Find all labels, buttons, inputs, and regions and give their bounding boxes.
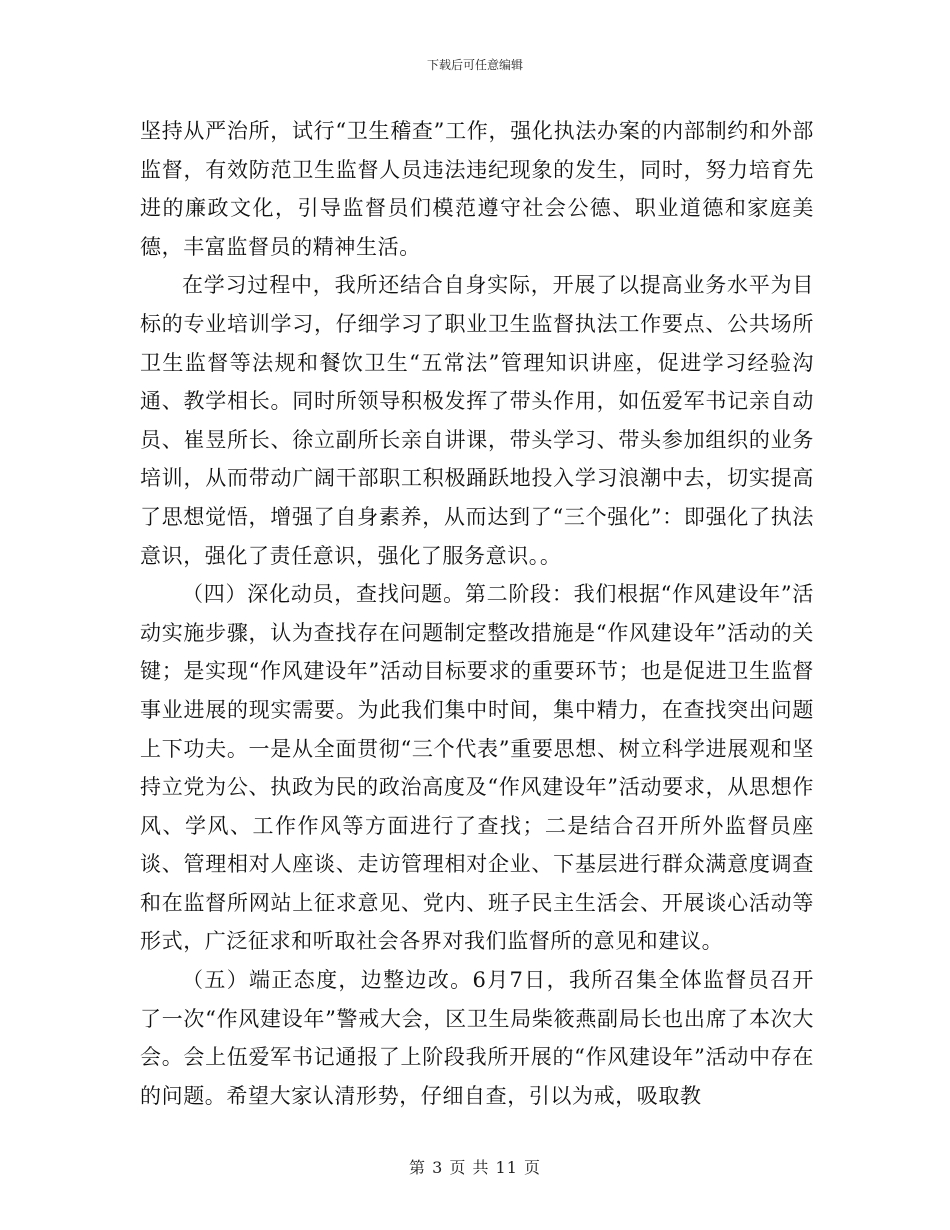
- paragraph-4: （五）端正态度，边整边改。6月7日，我所召集全体监督员召开了一次“作风建设年”警戒大会，区卫生局柴筱燕副局长也出席了本次大会。会上伍爱军书记通报了上阶段我所开展的“作风建设年”活动中存在的问题。希望大家认清形势，仔细自查，引以为戒，吸取教: [140, 968, 814, 1108]
- paragraph-3: （四）深化动员，查找问题。第二阶段：我们根据“作风建设年”活动实施步骤，认为查找存在问题制定整改措施是“作风建设年”活动的关键；是实现“作风建设年”活动目标要求的重要环节；也是促进卫生监督事业进展的现实需要。为此我们集中时间，集中精力，在查找突出问题上下功夫。一是从全面贯彻“三个代表”重要思想、树立科学进展观和坚持立党为公、执政为民的政治高度及“作风建设年”活动要求，从思想作风、学风、工作作风等方面进行了查找；二是结合召开所外监督员座谈、管理相对人座谈、走访管理相对企业、下基层进行群众满意度调查和在监督所网站上征求意见、党内、班子民主生活会、开展谈心活动等形式，广泛征求和听取社会各界对我们监督所的意见和建议。: [140, 582, 814, 954]
- page-header: 下载后可任意编辑: [426, 58, 523, 72]
- page-number: 第 3 页 共 11 页: [409, 1158, 541, 1177]
- document-body: [140, 112, 814, 1115]
- paragraph-1: 坚持从严治所，试行“卫生稽查”工作，强化执法办案的内部制约和外部监督，有效防范卫生监督人员违法违纪现象的发生，同时，努力培育先进的廉政文化，引导监督员们模范遵守社会公德、职业道德和家庭美德，丰富监督员的精神生活。: [140, 119, 814, 259]
- paragraph-2: 在学习过程中，我所还结合自身实际，开展了以提高业务水平为目标的专业培训学习，仔细学习了职业卫生监督执法工作要点、公共场所卫生监督等法规和餐饮卫生“五常法”管理知识讲座，促进学习经验沟通、教学相长。同时所领导积极发挥了带头作用，如伍爱军书记亲自动员、崔昱所长、徐立副所长亲自讲课，带头学习、带头参加组织的业务培训，从而带动广阔干部职工积极踊跃地投入学习浪潮中去，切实提高了思想觉悟，增强了自身素养，从而达到了“三个强化”：即强化了执法意识，强化了责任意识，强化了服务意识。。: [140, 273, 814, 568]
